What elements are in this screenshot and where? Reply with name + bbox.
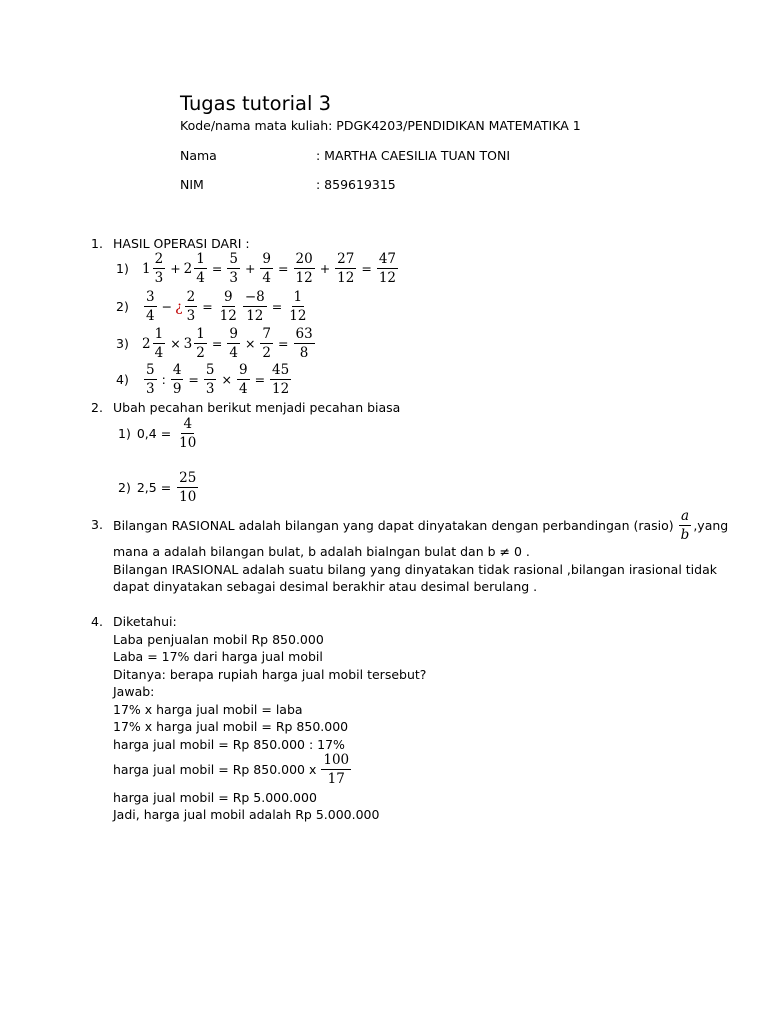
- course-line: Kode/nama mata kuliah: PDGK4203/PENDIDIKAN MATEMATIKA 1: [180, 118, 581, 133]
- q3-text: Bilangan RASIONAL adalah bilangan yang dapat dinyatakan dengan perbandingan (rasio): [113, 518, 674, 533]
- fraction: $\frac{2}{3}$: [154, 251, 164, 286]
- eq-label: 3): [116, 336, 129, 351]
- fraction: $\frac{9}{12}$: [219, 289, 237, 324]
- whole: 3: [183, 335, 193, 352]
- fraction: $\frac{9}{4}$: [238, 362, 248, 397]
- whole: 2: [142, 335, 151, 352]
- q3-text-end: ,yang: [693, 518, 729, 533]
- q4-line: harga jual mobil = Rp 850.000 : 17%: [113, 737, 345, 752]
- whole: 1: [142, 260, 151, 277]
- fraction: $\frac{5}{3}$: [229, 251, 238, 286]
- mixed-number: [184, 326, 209, 361]
- fraction: $\frac{100}{17}$: [323, 752, 350, 787]
- q3-line3: Bilangan IRASIONAL adalah suatu bilang yang dinyatakan tidak rasional ,bilangan irasional tidak: [113, 562, 717, 577]
- q3-line4: dapat dinyatakan sebagai desimal berakhir atau desimal berulang .: [113, 579, 538, 594]
- q3-line1: [113, 508, 728, 543]
- eq-label: 4): [116, 372, 129, 387]
- fraction: $\frac{45}{12}$: [272, 362, 290, 397]
- fraction: $\frac{1}{4}$: [154, 326, 164, 361]
- fraction: $\frac{20}{12}$: [295, 251, 313, 286]
- equals: =: [188, 372, 199, 387]
- equals: =: [254, 372, 266, 387]
- error-glyph: ¿: [175, 298, 183, 315]
- eq-label: 1): [116, 261, 129, 276]
- equals: =: [278, 336, 289, 351]
- operator: +: [170, 261, 181, 276]
- q4-line: Laba = 17% dari harga jual mobil: [113, 649, 323, 664]
- q1-eq3: [116, 326, 317, 361]
- q2-item2: [118, 470, 200, 505]
- eq-label: 2): [116, 299, 129, 314]
- fraction: $\frac{2}{3}$: [186, 289, 196, 324]
- fraction: $\frac{25}{10}$: [179, 470, 197, 505]
- fraction: $\frac{9}{4}$: [262, 251, 272, 286]
- equals: =: [211, 336, 223, 351]
- equals: =: [211, 261, 223, 276]
- q2-item1: [118, 416, 200, 451]
- q2-number: 2.: [91, 400, 103, 415]
- fraction: $\frac{47}{12}$: [378, 251, 397, 286]
- mixed-number: [142, 251, 167, 286]
- q4-text: harga jual mobil = Rp 850.000 x: [113, 762, 317, 777]
- q1-number: 1.: [91, 236, 103, 251]
- fraction: $\frac{4}{9}$: [172, 362, 182, 397]
- operator: :: [161, 372, 166, 387]
- fraction: $\frac{63}{8}$: [295, 326, 313, 361]
- item-label: 1): [118, 426, 131, 441]
- q4-line: Jawab:: [113, 684, 155, 699]
- item-label: 2): [118, 480, 131, 495]
- mixed-number: [184, 251, 209, 286]
- nim-value: : 859619315: [316, 177, 396, 192]
- fraction: $\frac{1}{4}$: [196, 251, 205, 286]
- q4-line: Diketahui:: [113, 614, 177, 629]
- q2-heading: Ubah pecahan berikut menjadi pecahan biasa: [113, 400, 401, 415]
- fraction: $\frac{a}{b}$: [680, 508, 690, 543]
- q1-eq4: [116, 362, 293, 397]
- q4-line: 17% x harga jual mobil = Rp 850.000: [113, 719, 349, 734]
- q3-number: 3.: [91, 517, 103, 532]
- whole: 2: [183, 260, 193, 277]
- nim-label: NIM: [180, 177, 204, 192]
- equals: =: [361, 261, 372, 276]
- fraction: $\frac{5}{3}$: [146, 362, 155, 397]
- fraction: $\frac{4}{10}$: [179, 416, 197, 451]
- name-label: Nama: [180, 148, 217, 163]
- operator: +: [244, 261, 256, 276]
- fraction: $\frac{27}{12}$: [337, 251, 355, 286]
- mixed-number: [142, 326, 167, 361]
- name-value: : MARTHA CAESILIA TUAN TONI: [316, 148, 511, 163]
- q4-number: 4.: [91, 614, 103, 629]
- operator: ×: [170, 336, 181, 351]
- q4-line: Ditanya: berapa rupiah harga jual mobil tersebut?: [113, 667, 427, 682]
- fraction: $\frac{7}{2}$: [262, 326, 272, 361]
- q4-line9: [113, 752, 353, 787]
- fraction: $\frac{5}{3}$: [205, 362, 215, 397]
- decimal-text: 0,4 =: [136, 426, 172, 441]
- q4-line: Laba penjualan mobil Rp 850.000: [113, 632, 324, 647]
- q1-heading: HASIL OPERASI DARI :: [113, 236, 250, 251]
- fraction: $\frac{9}{4}$: [229, 326, 238, 361]
- fraction: $\frac{1}{12}$: [289, 289, 307, 324]
- q4-line: harga jual mobil = Rp 5.000.000: [113, 790, 317, 805]
- page-title: Tugas tutorial 3: [180, 92, 331, 115]
- decimal-text: 2,5 =: [136, 480, 172, 495]
- q1-eq1: [116, 251, 400, 286]
- operator: −: [161, 299, 173, 314]
- equals: =: [271, 299, 283, 314]
- q4-line: Jadi, harga jual mobil adalah Rp 5.000.000: [113, 807, 380, 822]
- equals: =: [202, 299, 213, 314]
- fraction: $\frac{3}{4}$: [146, 289, 155, 324]
- q3-line2: mana a adalah bilangan bulat, b adalah bialngan bulat dan b ≠ 0 .: [113, 544, 530, 559]
- fraction: $\frac{-8}{12}$: [244, 289, 265, 324]
- q1-eq2: [116, 289, 310, 324]
- operator: ×: [221, 372, 232, 387]
- equals: =: [278, 261, 289, 276]
- fraction: $\frac{1}{2}$: [196, 326, 205, 361]
- operator: +: [319, 261, 331, 276]
- operator: ×: [244, 336, 256, 351]
- q4-line: 17% x harga jual mobil = laba: [113, 702, 303, 717]
